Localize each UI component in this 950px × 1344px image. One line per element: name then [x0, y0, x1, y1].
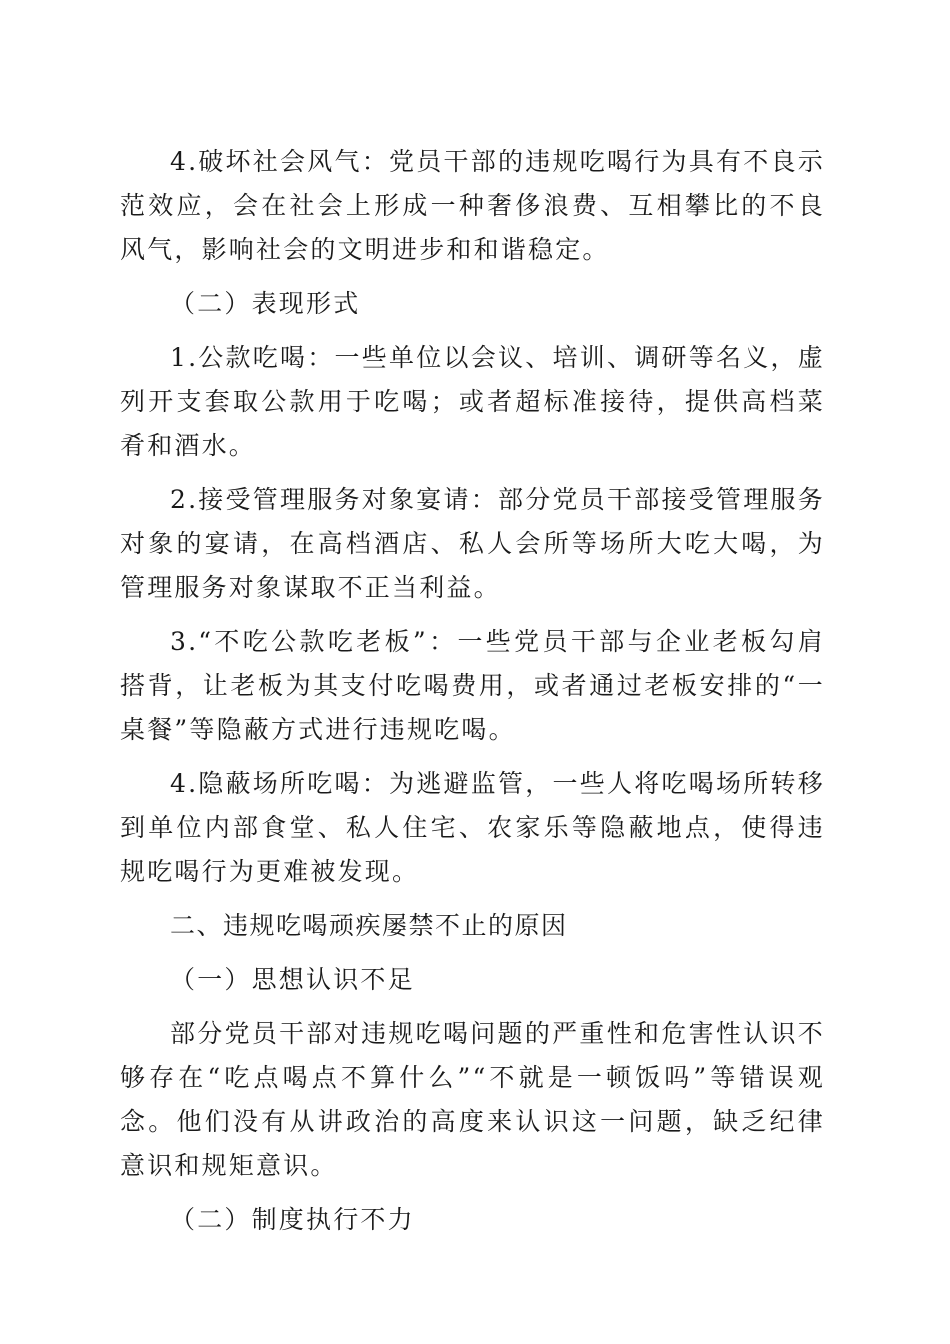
document-body [120, 140, 825, 1252]
paragraph-social-atmosphere: 4.破坏社会风气：党员干部的违规吃喝行为具有不良示范效应，会在社会上形成一种奢侈浪费、互相攀比的不良风气，影响社会的文明进步和和谐稳定。 [120, 147, 825, 264]
paragraph-boss-pays: 3.“不吃公款吃老板”：一些党员干部与企业老板勾肩搭背，让老板为其支付吃喝费用，或者通过老板安排的“一桌餐”等隐蔽方式进行违规吃喝。 [120, 627, 825, 744]
paragraph-public-funds-dining: 1.公款吃喝：一些单位以会议、培训、调研等名义，虚列开支套取公款用于吃喝；或者超标准接待，提供高档菜肴和酒水。 [120, 343, 825, 460]
subheading-weak-enforcement: （二）制度执行不力 [170, 1205, 415, 1234]
paragraph-awareness-detail: 部分党员干部对违规吃喝问题的严重性和危害性认识不够存在“吃点喝点不算什么”“不就是一顿饭吗”等错误观念。他们没有从讲政治的高度来认识这一问题，缺乏纪律意识和规矩意识。 [120, 1019, 825, 1180]
section-heading-causes: 二、违规吃喝顽疾屡禁不止的原因 [170, 911, 568, 940]
subheading-insufficient-awareness: （一）思想认识不足 [170, 965, 415, 994]
paragraph-accepting-banquets: 2.接受管理服务对象宴请：部分党员干部接受管理服务对象的宴请，在高档酒店、私人会所等场所大吃大喝，为管理服务对象谋取不正当利益。 [120, 485, 825, 602]
subheading-manifestations: （二）表现形式 [170, 289, 361, 318]
paragraph-hidden-venues: 4.隐蔽场所吃喝：为逃避监管，一些人将吃喝场所转移到单位内部食堂、私人住宅、农家乐等隐蔽地点，使得违规吃喝行为更难被发现。 [120, 769, 825, 886]
